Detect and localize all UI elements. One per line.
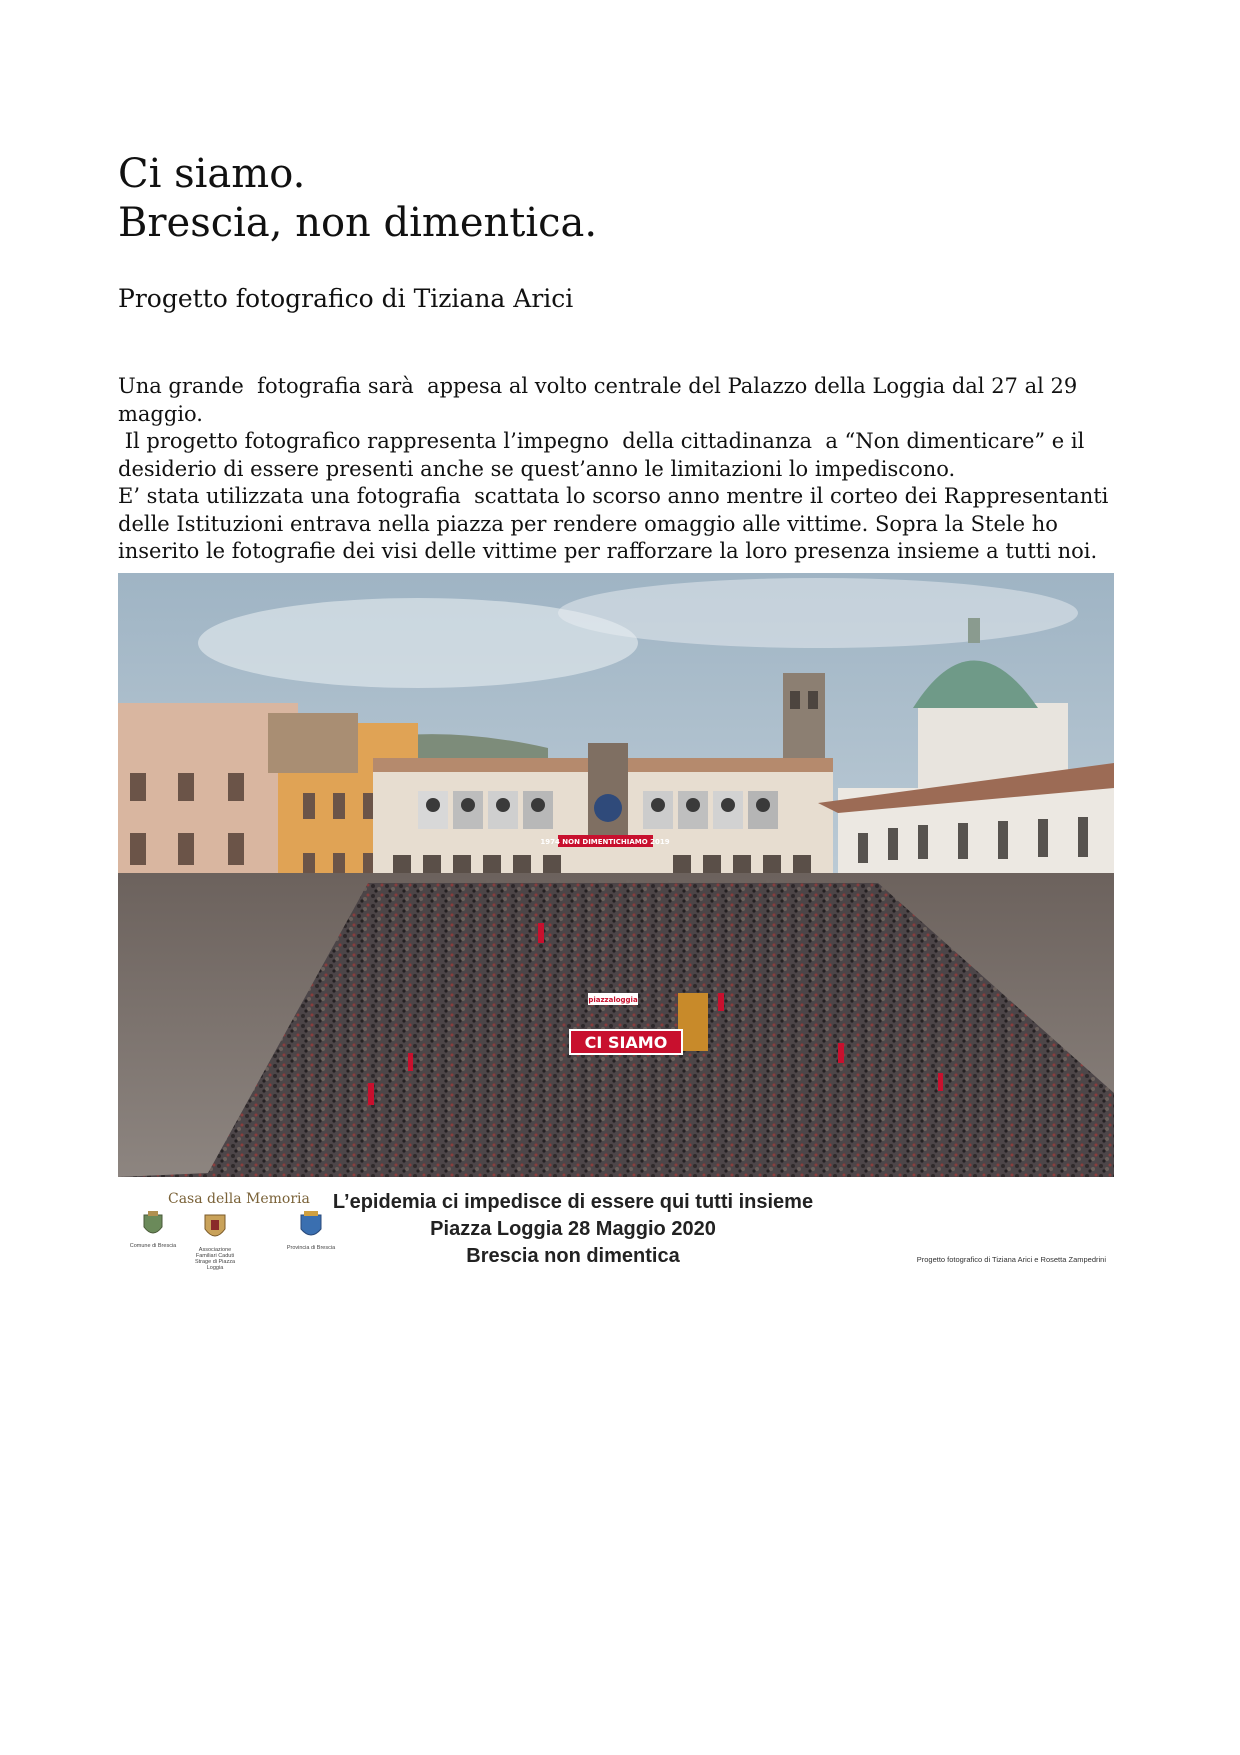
associazione-logo: [190, 1211, 240, 1271]
comune-crest-icon: [142, 1211, 164, 1239]
paragraph-1: Una grande fotografia sarà appesa al volto centrale del Palazzo della Loggia dal 27 al 29 maggio.: [118, 374, 1084, 426]
small-sign: piazzaloggia: [588, 996, 638, 1004]
provincia-crest-icon: [299, 1211, 323, 1241]
footer-message: [323, 1189, 823, 1270]
palazzo-sign: 1974 NON DIMENTICHIAMO 2019: [540, 838, 670, 846]
comune-caption: Comune di Brescia: [129, 1243, 177, 1249]
casa-della-memoria-label: Casa della Memoria: [168, 1191, 310, 1207]
footer-line-1: L’epidemia ci impedisce di essere qui tutti insieme: [332, 1191, 814, 1213]
document-title: [118, 150, 597, 248]
footer-line-3: Brescia non dimentica: [466, 1245, 680, 1267]
comune-logo: [128, 1211, 178, 1249]
piazza-loggia-photo: [118, 573, 1114, 1177]
associazione-crest-icon: [203, 1211, 227, 1243]
document-subtitle: Progetto fotografico di Tiziana Arici: [118, 284, 574, 313]
title-line-1: Ci siamo.: [118, 151, 306, 197]
paragraph-3: E’ stata utilizzata una fotografia scattata lo scorso anno mentre il corteo dei Rappresentanti delle Istituzioni entrava nella piazza per rendere omaggio alle vittime. Sopra la Stele ho inserito le fotografie dei visi delle vittime per rafforzare la loro presenza insieme a tutti noi.: [118, 484, 1116, 563]
paragraph-2: Il progetto fotografico rappresenta l’impegno della cittadinanza a “Non dimenticare” e il desiderio di essere presenti anche se quest’anno le limitazioni lo impediscono.: [118, 429, 1092, 481]
photo-footer: [118, 1177, 1114, 1282]
ci-siamo-banner: CI SIAMO: [584, 1033, 668, 1052]
associazione-caption: Associazione Familiari Caduti Strage di Piazza Loggia: [194, 1247, 236, 1271]
photo-credit: Progetto fotografico di Tiziana Arici e Rosetta Zampedrini: [916, 1255, 1106, 1264]
photo-illustration: [118, 573, 1114, 1177]
title-line-2: Brescia, non dimentica.: [118, 200, 598, 246]
footer-line-2: Piazza Loggia 28 Maggio 2020: [430, 1218, 716, 1240]
provincia-caption: Provincia di Brescia: [286, 1245, 336, 1251]
body-text: [118, 373, 1128, 566]
